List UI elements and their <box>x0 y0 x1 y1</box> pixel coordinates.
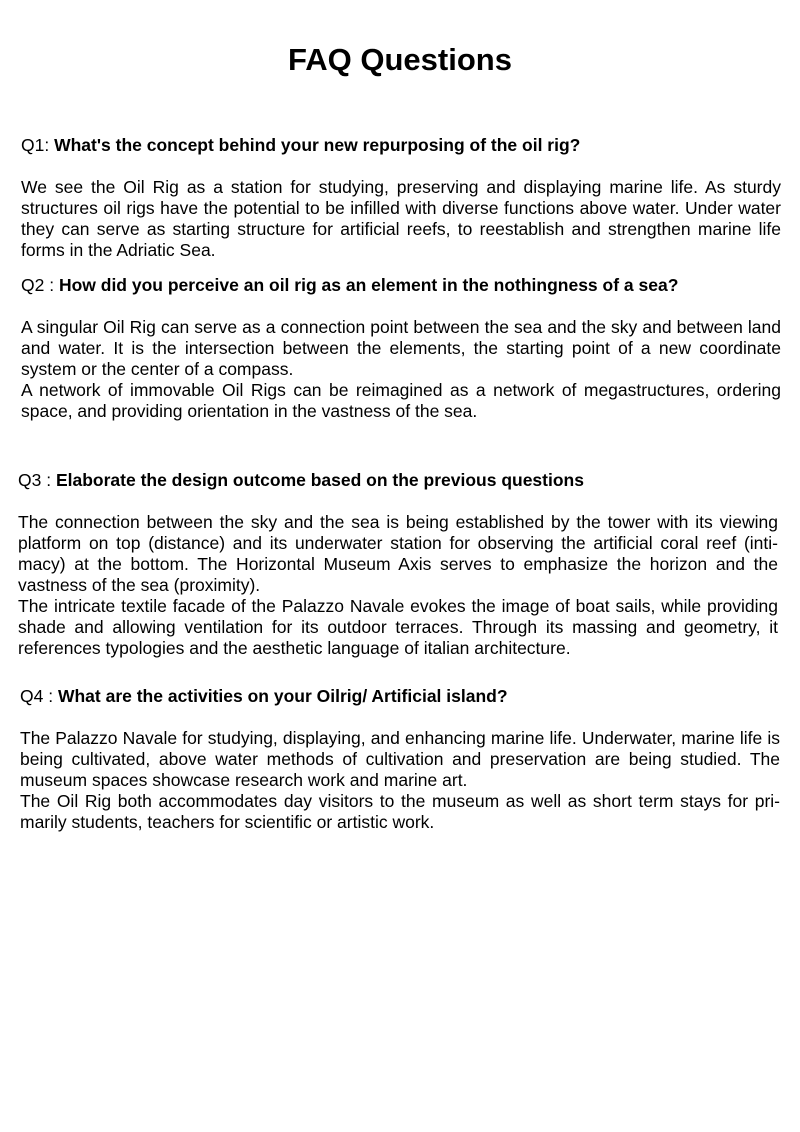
answer-paragraph: A singular Oil Rig can serve as a connection point between the sea and the sky and between land and water. It is the intersection between the elements, the starting point of a new coordinate system or the center of a compass. <box>21 317 781 379</box>
faq-answer <box>21 177 781 261</box>
question-text: What are the activities on your Oilrig/ Artificial island? <box>57 686 508 706</box>
answer-paragraph: The Oil Rig both accommodates day visitors to the museum as well as short term stays for primarily students, teachers for scientific or artistic work. <box>20 791 780 832</box>
faq-item-4 <box>20 685 780 833</box>
faq-question <box>21 274 781 296</box>
question-number: Q1: <box>21 135 50 155</box>
faq-question <box>20 685 780 707</box>
page-title: FAQ Questions <box>288 42 512 77</box>
faq-item-3 <box>18 469 778 659</box>
question-number: Q2 : <box>21 275 55 295</box>
answer-paragraph: The intricate textile facade of the Palazzo Navale evokes the image of boat sails, while providing shade and allowing ventilation for its outdoor terraces. Through its massing and geometry, it references typologies and the aesthetic language of italian architecture. <box>18 596 778 658</box>
answer-paragraph: The connection between the sky and the sea is being established by the tower with its viewing platform on top (distance) and its underwater station for observing the artificial coral reef (intimacy) at the bottom. The Horizontal Museum Axis serves to emphasize the horizon and the vastness of the sea (proximity). <box>18 512 778 595</box>
faq-item-2 <box>21 274 781 422</box>
answer-paragraph: A network of immovable Oil Rigs can be reimagined as a network of megastructures, ordering space, and providing orientation in the vastness of the sea. <box>21 380 781 421</box>
question-text: What's the concept behind your new repurposing of the oil rig? <box>54 135 581 155</box>
question-text: How did you perceive an oil rig as an element in the nothingness of a sea? <box>58 275 679 295</box>
question-number: Q3 : <box>18 470 52 490</box>
faq-answer <box>21 317 781 422</box>
question-number: Q4 : <box>20 686 54 706</box>
faq-item-1 <box>21 134 781 261</box>
question-text: Elaborate the design outcome based on the previous questions <box>55 470 584 490</box>
faq-question <box>21 134 781 156</box>
answer-paragraph: The Palazzo Navale for studying, displaying, and enhancing marine life. Underwater, marine life is being cultivated, above water methods of cultivation and preservation are being studied. The museum spaces showcase research work and marine art. <box>20 728 780 790</box>
faq-answer <box>18 512 778 659</box>
faq-answer <box>20 728 780 833</box>
answer-paragraph: We see the Oil Rig as a station for studying, preserving and displaying marine life. As sturdy structures oil rigs have the potential to be infilled with diverse functions above water. Under water they can serve as starting structure for artificial reefs, to reestablish and strengthen marine life forms in the Adriatic Sea. <box>21 177 781 260</box>
faq-question <box>18 469 778 491</box>
